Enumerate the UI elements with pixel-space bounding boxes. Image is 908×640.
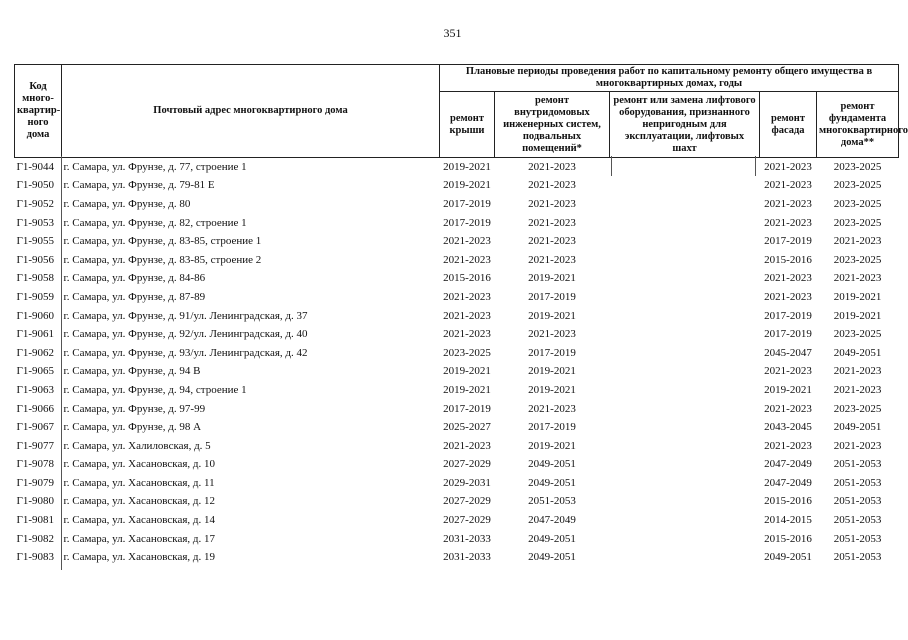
row-foundation-period: 2019-2021 xyxy=(833,309,882,322)
row-roof-period: 2019-2021 xyxy=(443,160,491,173)
table-row xyxy=(15,474,899,493)
header-address: Почтовый адрес многоквартирного дома xyxy=(62,65,440,158)
table-row xyxy=(15,307,899,326)
row-code: Г1-9066 xyxy=(16,402,55,415)
row-code: Г1-9083 xyxy=(16,551,55,564)
column-divider xyxy=(61,156,62,570)
row-roof-period: 2021-2023 xyxy=(443,253,491,266)
row-facade-period: 2047-2049 xyxy=(764,458,812,471)
row-code: Г1-9078 xyxy=(16,458,55,471)
row-facade-period: 2014-2015 xyxy=(764,514,812,527)
row-code: Г1-9081 xyxy=(16,514,55,527)
row-address: г. Самара, ул. Хасановская, д. 11 xyxy=(63,476,215,489)
row-roof-period: 2021-2023 xyxy=(443,439,491,452)
row-foundation-period: 2023-2025 xyxy=(833,179,882,192)
table-row xyxy=(15,288,899,307)
row-elevator-period xyxy=(610,214,760,233)
row-code: Г1-9061 xyxy=(16,328,55,341)
row-elevator-period xyxy=(610,548,760,567)
row-systems-period: 2021-2023 xyxy=(528,160,576,173)
row-code: Г1-9080 xyxy=(16,495,55,508)
header-facade: ремонт фасада xyxy=(760,92,817,158)
row-elevator-period xyxy=(610,363,760,382)
table-row xyxy=(15,437,899,456)
row-roof-period: 2023-2025 xyxy=(443,346,491,359)
row-roof-period: 2031-2033 xyxy=(443,532,491,545)
row-elevator-period xyxy=(610,493,760,512)
row-code: Г1-9055 xyxy=(16,235,55,248)
row-foundation-period: 2051-2053 xyxy=(833,458,882,471)
row-elevator-period xyxy=(610,307,760,326)
row-roof-period: 2017-2019 xyxy=(443,197,491,210)
header-systems: ремонт внутридомовых инженерных систем, подвальных помещений* xyxy=(495,92,610,158)
row-facade-period: 2021-2023 xyxy=(764,402,812,415)
row-systems-period: 2021-2023 xyxy=(528,402,576,415)
row-code: Г1-9063 xyxy=(16,383,55,396)
row-code: Г1-9065 xyxy=(16,365,55,378)
row-address: г. Самара, ул. Хасановская, д. 19 xyxy=(63,551,215,564)
row-facade-period: 2019-2021 xyxy=(764,383,812,396)
row-roof-period: 2027-2029 xyxy=(443,495,491,508)
row-facade-period: 2017-2019 xyxy=(764,309,812,322)
row-code: Г1-9044 xyxy=(16,160,55,173)
page-number: 351 xyxy=(443,26,462,40)
row-roof-period: 2019-2021 xyxy=(443,383,491,396)
row-address: г. Самара, ул. Фрунзе, д. 84-86 xyxy=(63,272,206,285)
table-row xyxy=(15,232,899,251)
row-roof-period: 2027-2029 xyxy=(443,458,491,471)
row-foundation-period: 2021-2023 xyxy=(833,365,882,378)
table-row xyxy=(15,418,899,437)
table-row xyxy=(15,456,899,475)
row-systems-period: 2021-2023 xyxy=(528,235,576,248)
row-roof-period: 2017-2019 xyxy=(443,216,491,229)
row-elevator-period xyxy=(610,232,760,251)
row-address: г. Самара, ул. Фрунзе, д. 83-85, строение 2 xyxy=(63,253,262,266)
row-code: Г1-9062 xyxy=(16,346,55,359)
table-row xyxy=(15,530,899,549)
row-foundation-period: 2023-2025 xyxy=(833,253,882,266)
row-roof-period: 2021-2023 xyxy=(443,290,491,303)
row-systems-period: 2019-2021 xyxy=(528,383,576,396)
row-facade-period: 2015-2016 xyxy=(764,495,812,508)
row-facade-period: 2015-2016 xyxy=(764,532,812,545)
header-periods-group: Плановые периоды проведения работ по капитальному ремонту общего имущества в многоквартирных домах, годы xyxy=(440,65,899,92)
row-roof-period: 2021-2023 xyxy=(443,309,491,322)
row-roof-period: 2029-2031 xyxy=(443,476,491,489)
row-elevator-period xyxy=(610,456,760,475)
row-elevator-period xyxy=(610,437,760,456)
row-foundation-period: 2023-2025 xyxy=(833,197,882,210)
table-row xyxy=(15,400,899,419)
row-roof-period: 2031-2033 xyxy=(443,551,491,564)
table-row xyxy=(15,177,899,196)
row-foundation-period: 2021-2023 xyxy=(833,235,882,248)
row-facade-period: 2047-2049 xyxy=(764,476,812,489)
row-foundation-period: 2023-2025 xyxy=(833,402,882,415)
row-elevator-period xyxy=(610,511,760,530)
row-facade-period: 2015-2016 xyxy=(764,253,812,266)
row-roof-period: 2021-2023 xyxy=(443,328,491,341)
table-row xyxy=(15,363,899,382)
row-systems-period: 2021-2023 xyxy=(528,253,576,266)
row-facade-period: 2021-2023 xyxy=(764,179,812,192)
row-elevator-period xyxy=(610,325,760,344)
row-systems-period: 2019-2021 xyxy=(528,365,576,378)
row-code: Г1-9059 xyxy=(16,290,55,303)
row-elevator-period xyxy=(610,158,760,177)
row-systems-period: 2017-2019 xyxy=(528,346,576,359)
table-row xyxy=(15,214,899,233)
row-facade-period: 2021-2023 xyxy=(764,439,812,452)
capital-repair-table xyxy=(14,64,908,567)
row-elevator-period xyxy=(610,270,760,289)
row-systems-period: 2021-2023 xyxy=(528,216,576,229)
row-systems-period: 2021-2023 xyxy=(528,328,576,341)
row-address: г. Самара, ул. Фрунзе, д. 77, строение 1 xyxy=(63,160,247,173)
row-systems-period: 2017-2019 xyxy=(528,421,576,434)
row-foundation-period: 2051-2053 xyxy=(833,551,882,564)
row-systems-period: 2021-2023 xyxy=(528,179,576,192)
row-code: Г1-9053 xyxy=(16,216,55,229)
row-code: Г1-9082 xyxy=(16,532,55,545)
row-address: г. Самара, ул. Фрунзе, д. 91/ул. Ленинградская, д. 37 xyxy=(63,309,308,322)
row-foundation-period: 2051-2053 xyxy=(833,495,882,508)
row-code: Г1-9067 xyxy=(16,421,55,434)
table-header xyxy=(15,65,908,158)
table-row xyxy=(15,251,899,270)
row-systems-period: 2019-2021 xyxy=(528,272,576,285)
table-row xyxy=(15,158,899,177)
row-address: г. Самара, ул. Хасановская, д. 14 xyxy=(63,514,215,527)
row-roof-period: 2019-2021 xyxy=(443,365,491,378)
row-roof-period: 2019-2021 xyxy=(443,179,491,192)
row-elevator-period xyxy=(610,177,760,196)
table-row xyxy=(15,325,899,344)
row-elevator-period xyxy=(610,381,760,400)
row-elevator-period xyxy=(610,251,760,270)
row-foundation-period: 2021-2023 xyxy=(833,272,882,285)
row-systems-period: 2049-2051 xyxy=(528,551,576,564)
row-facade-period: 2045-2047 xyxy=(764,346,812,359)
row-address: г. Самара, ул. Фрунзе, д. 80 xyxy=(63,197,191,210)
row-code: Г1-9056 xyxy=(16,253,55,266)
row-foundation-period: 2049-2051 xyxy=(833,421,882,434)
row-systems-period: 2021-2023 xyxy=(528,197,576,210)
row-systems-period: 2049-2051 xyxy=(528,476,576,489)
row-systems-period: 2017-2019 xyxy=(528,290,576,303)
row-code: Г1-9077 xyxy=(16,439,55,452)
row-elevator-period xyxy=(610,530,760,549)
table-row xyxy=(15,493,899,512)
row-address: г. Самара, ул. Фрунзе, д. 98 А xyxy=(63,421,202,434)
row-foundation-period: 2051-2053 xyxy=(833,476,882,489)
row-address: г. Самара, ул. Фрунзе, д. 97-99 xyxy=(63,402,206,415)
row-foundation-period: 2023-2025 xyxy=(833,160,882,173)
row-address: г. Самара, ул. Фрунзе, д. 83-85, строение 1 xyxy=(63,235,262,248)
row-facade-period: 2021-2023 xyxy=(764,216,812,229)
row-foundation-period: 2021-2023 xyxy=(833,439,882,452)
row-elevator-period xyxy=(610,195,760,214)
row-facade-period: 2017-2019 xyxy=(764,235,812,248)
row-roof-period: 2027-2029 xyxy=(443,514,491,527)
row-systems-period: 2049-2051 xyxy=(528,458,576,471)
row-systems-period: 2019-2021 xyxy=(528,309,576,322)
row-code: Г1-9079 xyxy=(16,476,55,489)
row-address: г. Самара, ул. Хасановская, д. 12 xyxy=(63,495,215,508)
table-row xyxy=(15,195,899,214)
row-roof-period: 2021-2023 xyxy=(443,235,491,248)
row-elevator-period xyxy=(610,344,760,363)
table-row xyxy=(15,511,899,530)
table-body xyxy=(15,158,899,568)
row-foundation-period: 2021-2023 xyxy=(833,383,882,396)
table-row xyxy=(15,270,899,289)
row-elevator-period xyxy=(610,474,760,493)
row-roof-period: 2017-2019 xyxy=(443,402,491,415)
row-code: Г1-9058 xyxy=(16,272,55,285)
row-facade-period: 2021-2023 xyxy=(764,272,812,285)
row-systems-period: 2049-2051 xyxy=(528,532,576,545)
row-facade-period: 2017-2019 xyxy=(764,328,812,341)
row-foundation-period: 2049-2051 xyxy=(833,346,882,359)
header-roof: ремонт крыши xyxy=(440,92,495,158)
row-elevator-period xyxy=(610,400,760,419)
row-systems-period: 2051-2053 xyxy=(528,495,576,508)
row-facade-period: 2021-2023 xyxy=(764,365,812,378)
column-divider xyxy=(755,156,756,176)
row-foundation-period: 2051-2053 xyxy=(833,532,882,545)
header-elevator: ремонт или замена лифтового оборудования, признанного непригодным для эксплуатации, лифтовых шахт xyxy=(610,92,760,158)
row-address: г. Самара, ул. Фрунзе, д. 94, строение 1 xyxy=(63,383,247,396)
row-address: г. Самара, ул. Хасановская, д. 10 xyxy=(63,458,215,471)
table-row xyxy=(15,381,899,400)
row-foundation-period: 2019-2021 xyxy=(833,290,882,303)
row-address: г. Самара, ул. Фрунзе, д. 94 В xyxy=(63,365,201,378)
row-foundation-period: 2051-2053 xyxy=(833,514,882,527)
row-facade-period: 2021-2023 xyxy=(764,290,812,303)
row-facade-period: 2021-2023 xyxy=(764,197,812,210)
header-code: Код много-квартир-ного дома xyxy=(15,65,62,158)
row-address: г. Самара, ул. Хасановская, д. 17 xyxy=(63,532,215,545)
row-systems-period: 2019-2021 xyxy=(528,439,576,452)
row-code: Г1-9050 xyxy=(16,179,55,192)
row-elevator-period xyxy=(610,288,760,307)
row-code: Г1-9052 xyxy=(16,197,55,210)
table-row xyxy=(15,548,899,567)
row-foundation-period: 2023-2025 xyxy=(833,216,882,229)
row-elevator-period xyxy=(610,418,760,437)
header-foundation: ремонт фундамента многоквартирного дома** xyxy=(817,92,899,158)
row-address: г. Самара, ул. Фрунзе, д. 79-81 Е xyxy=(63,179,215,192)
row-facade-period: 2021-2023 xyxy=(764,160,812,173)
row-foundation-period: 2023-2025 xyxy=(833,328,882,341)
row-address: г. Самара, ул. Фрунзе, д. 93/ул. Ленинградская, д. 42 xyxy=(63,346,308,359)
row-systems-period: 2047-2049 xyxy=(528,514,576,527)
table-row xyxy=(15,344,899,363)
row-roof-period: 2015-2016 xyxy=(443,272,491,285)
column-divider xyxy=(611,156,612,176)
row-roof-period: 2025-2027 xyxy=(443,421,491,434)
row-address: г. Самара, ул. Халиловская, д. 5 xyxy=(63,439,211,452)
row-address: г. Самара, ул. Фрунзе, д. 82, строение 1 xyxy=(63,216,247,229)
row-facade-period: 2049-2051 xyxy=(764,551,812,564)
row-facade-period: 2043-2045 xyxy=(764,421,812,434)
row-address: г. Самара, ул. Фрунзе, д. 92/ул. Ленинградская, д. 40 xyxy=(63,328,308,341)
row-address: г. Самара, ул. Фрунзе, д. 87-89 xyxy=(63,290,206,303)
row-code: Г1-9060 xyxy=(16,309,55,322)
